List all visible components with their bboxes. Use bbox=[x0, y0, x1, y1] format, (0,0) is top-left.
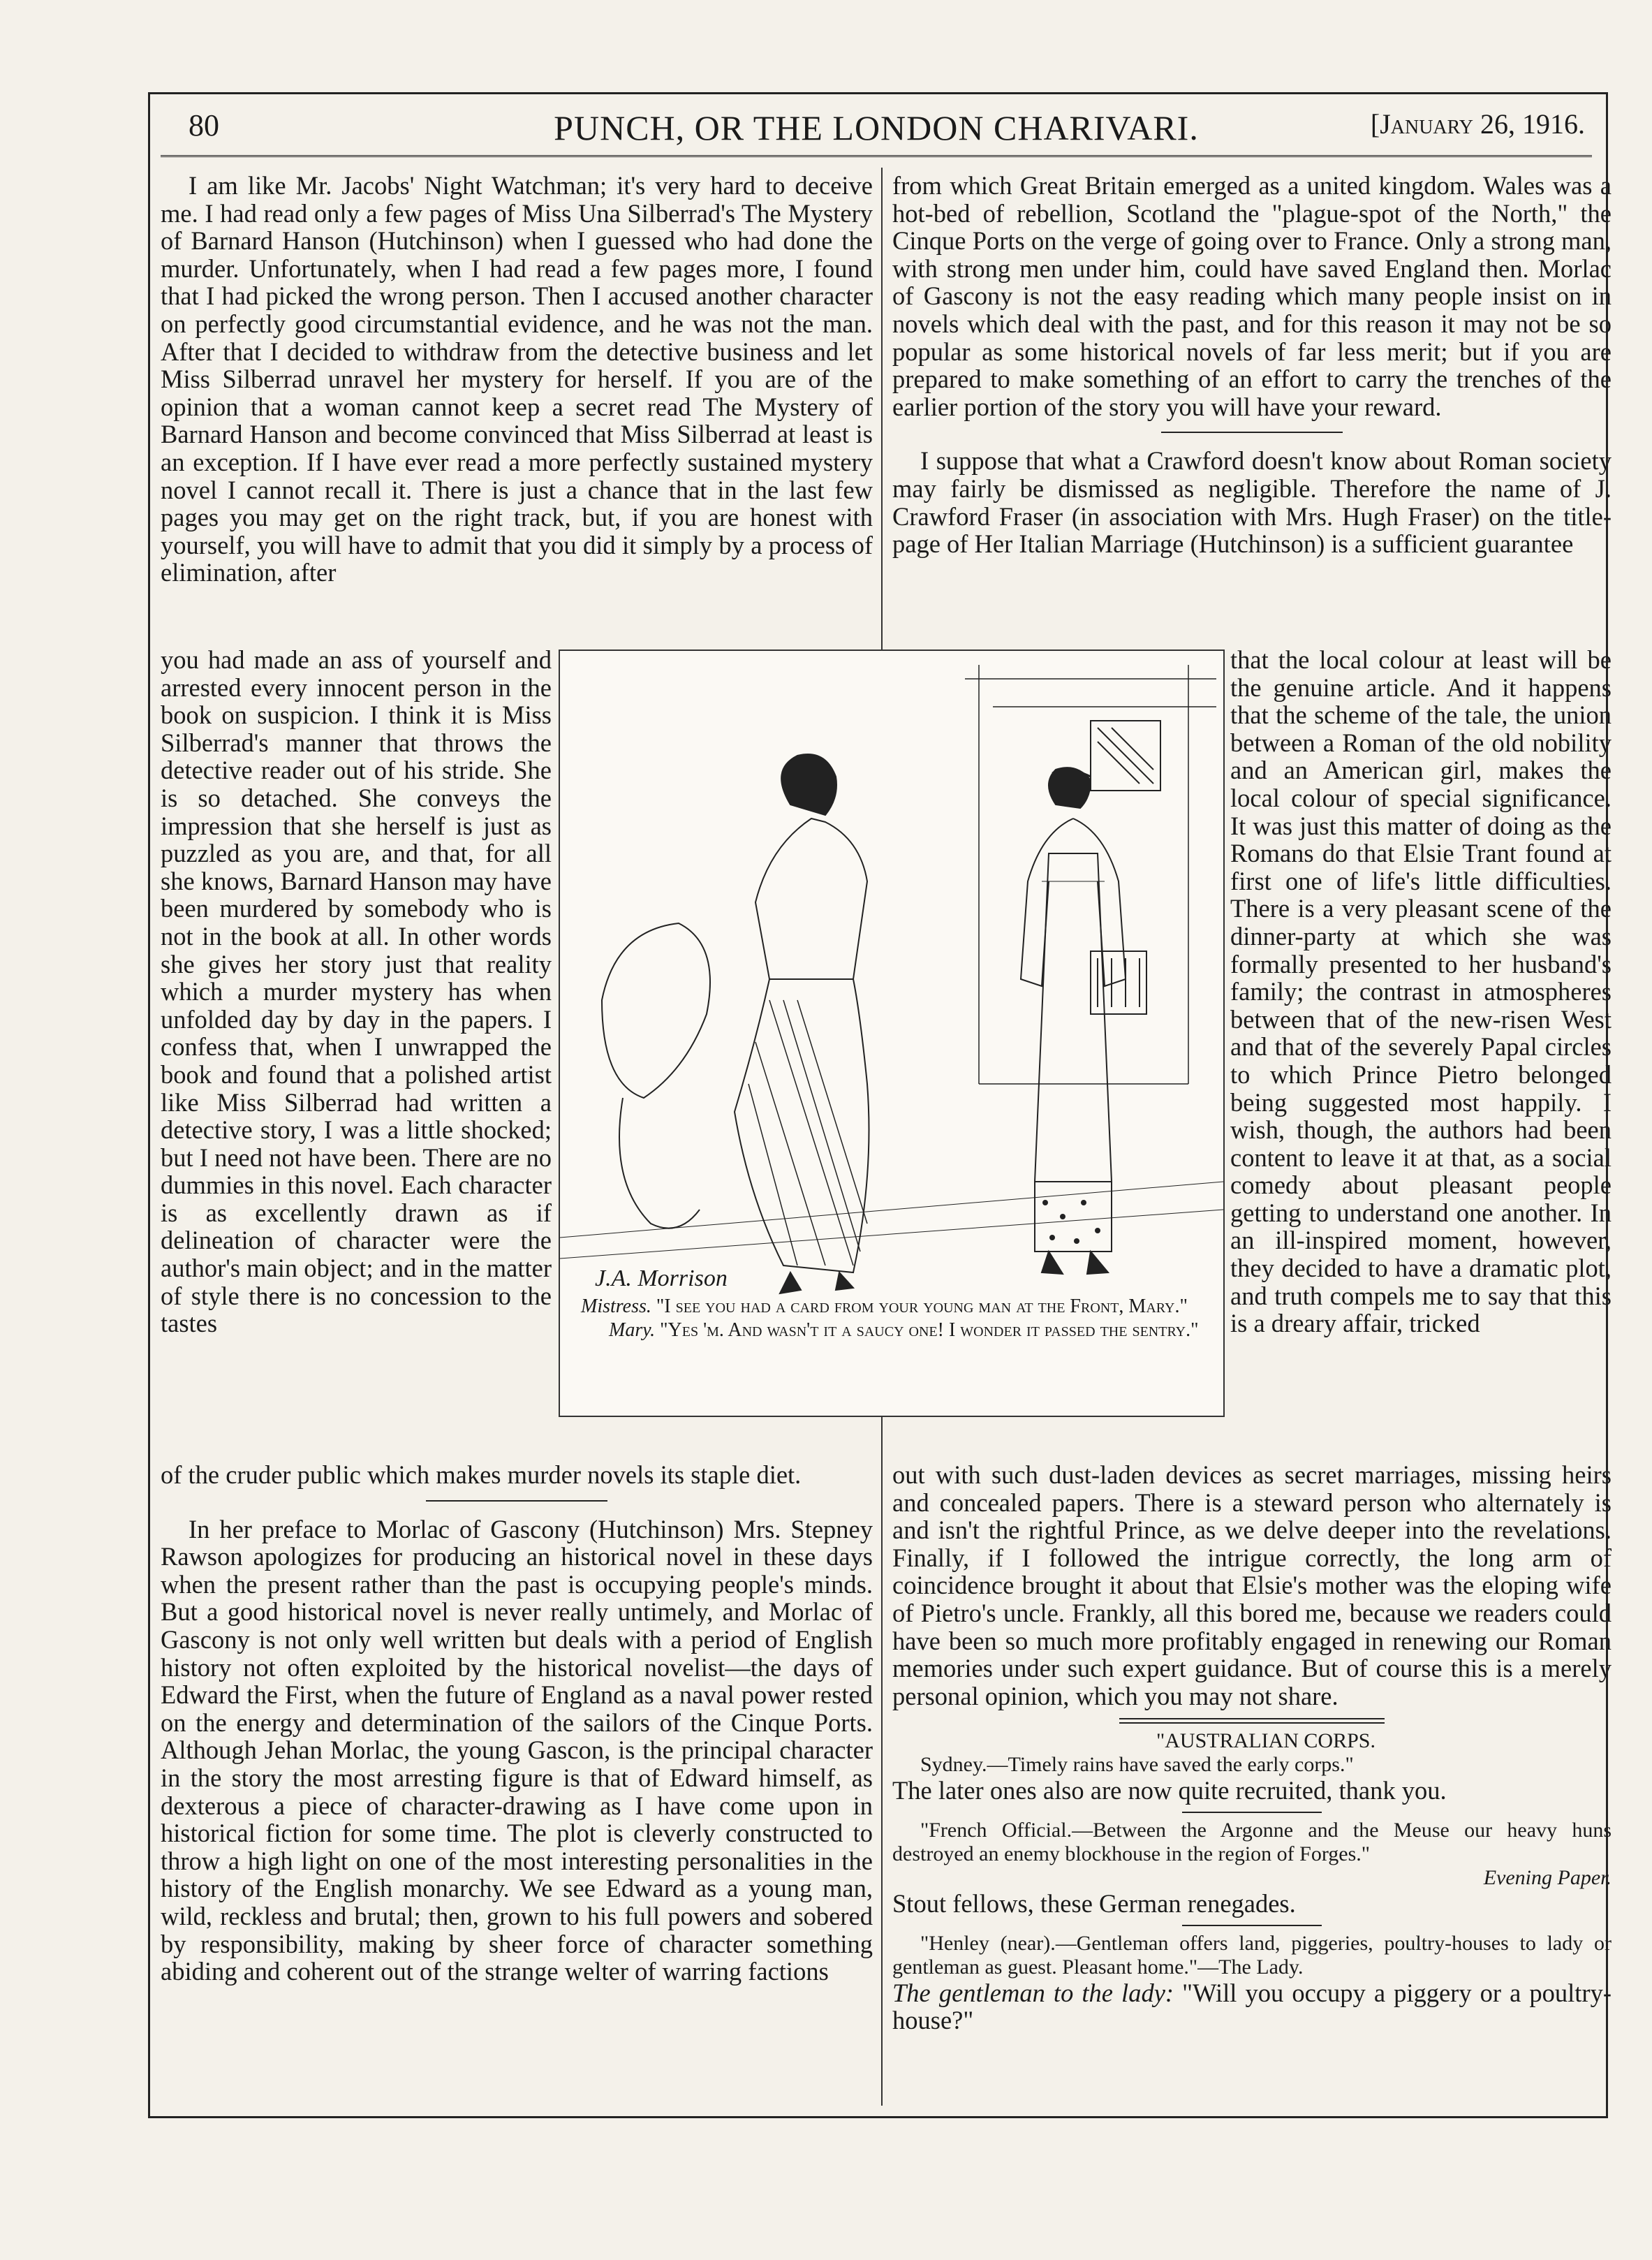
review-fraser-narrow bbox=[1230, 646, 1612, 1337]
section-separator bbox=[1161, 432, 1343, 433]
speaker-label: Mary. bbox=[609, 1319, 656, 1341]
snippet-title: "AUSTRALIAN CORPS. bbox=[1156, 1729, 1376, 1753]
snippet-quote: "Henley (near).—Gentleman offers land, piggeries, poultry-houses to lady or gentleman as guest. Pleasant home."—The Lady. bbox=[892, 1931, 1612, 1979]
section-separator bbox=[426, 1500, 607, 1502]
caption-line: "I see you had a card from your young man at the Front, Mary." bbox=[656, 1296, 1188, 1317]
review-column-left-bottom bbox=[161, 1461, 873, 1986]
double-separator bbox=[1119, 1718, 1385, 1724]
paragraph: In her preface to Morlac of Gascony (Hutchinson) Mrs. Stepney Rawson apologizes for producing an historical novel in these days when the present rather than the past is occupying people's minds. But a good historical novel is never really untimely, and Morlac of Gascony is not only well written but deals with a period of English history not often exploited by the historical novelist—the days of Edward the First, when the future of England as a naval power rested on the energy and determination of the sailors of the Cinque Ports. Although Jehan Morlac, the young Gascon, is the principal character in the story the most arresting figure is that of Edward himself, as dexterous a piece of character-drawing as I have come upon in historical fiction for some time. The plot is cleverly constructed to throw a high light on one of the most interesting personalities in the history of the English monarchy. We see Edward as a young man, wild, reckless and brutal; then, grown to his full powers and sobered by responsibility, making by sheer force of character something abiding and coherent out of the strange welter of warring factions bbox=[161, 1514, 873, 1986]
issue-date: [January 26, 1916. bbox=[1370, 108, 1585, 140]
page-number: 80 bbox=[189, 108, 219, 142]
snippet-comment: The later ones also are now quite recruited, thank you. bbox=[892, 1776, 1447, 1805]
comment-lead: The gentleman to the lady: bbox=[892, 1978, 1174, 2007]
masthead-title: PUNCH, OR THE LONDON CHARIVARI. bbox=[554, 108, 1199, 147]
review-column-right-bottom bbox=[892, 1461, 1612, 2034]
paragraph: I am like Mr. Jacobs' Night Watchman; it's very hard to deceive me. I had read only a few pages of Miss Una Silberrad's The Mystery of Barnard Hanson (Hutchinson) when I guessed who had done the murder. Unfortunately, when I had read a few pages more, I found that I had picked the wrong person. Then I accused another character on perfectly good circumstantial evidence, and he was not the man. After that I decided to withdraw from the detective business and let Miss Silberrad unravel her mystery for herself. If you are of the opinion that a woman cannot keep a secret read The Mystery of Barnard Hanson and become convinced that Miss Silberrad at least is an exception. If I have ever read a more perfectly sustained mystery novel I cannot recall it. There is just a chance that in the last few pages you may get on the right track, but, if you are honest with yourself, you will have to admit that you did it simply by a process of elimination, after bbox=[161, 171, 873, 587]
paragraph: I suppose that what a Crawford doesn't know about Roman society may fairly be dismissed as negligible. Therefore the name of J. Crawford Fraser (in association with Mrs. Hugh Fraser) on the title-page of Her Italian Marriage (Hutchinson) is a sufficient guarantee bbox=[892, 446, 1612, 559]
paragraph: from which Great Britain emerged as a united kingdom. Wales was a hot-bed of rebellion, Scotland the "plague-spot of the North," the Cinque Ports on the verge of going over to France. Only a strong man, with strong men under him, could have saved England then. Morlac of Gascony is not the easy reading which many people insist on in novels which deal with the past, and for this reason it may not be so popular as some historical novels of far less merit; but if you are prepared to make something of an effort to carry the trenches of the earlier portion of the story you will have your reward. bbox=[892, 171, 1612, 421]
section-separator bbox=[1182, 1925, 1322, 1926]
cartoon-illustration bbox=[559, 650, 1225, 1417]
speaker-label: Mistress. bbox=[581, 1296, 651, 1317]
artist-signature: J.A. Morrison bbox=[595, 1265, 728, 1291]
header-rule bbox=[161, 155, 1592, 157]
review-column-right-top bbox=[892, 172, 1612, 558]
snippet-quote: "French Official.—Between the Argonne and the Meuse our heavy huns destroyed an enemy blockhouse in the region of Forges." bbox=[892, 1818, 1612, 1865]
snippet-comment: Stout fellows, these German renegades. bbox=[892, 1888, 1296, 1918]
paragraph: of the cruder public which makes murder novels its staple diet. bbox=[161, 1460, 802, 1489]
caption-line: "Yes 'm. And wasn't it a saucy one! I wonder it passed the sentry." bbox=[660, 1319, 1199, 1341]
review-silberrad-start bbox=[161, 172, 873, 587]
comment-text: "Will you occupy a piggery or a poultry-house?" bbox=[892, 1978, 1612, 2035]
paragraph: you had made an ass of yourself and arrested every innocent person in the book on suspicion. I think it is Miss Silberrad's manner that throws the detective reader out of his stride. She is so detached. She conveys the impression that she herself is just as puzzled as you are, and that, for all she knows, Barnard Hanson may have been murdered by somebody who is not in the book at all. In other words she gives her story just that reality which a murder mystery has when unfolded day by day in the papers. I confess that, when I unwrapped the book and found that a polished artist like Miss Silberrad had written a detective story, I was a little shocked; but I need not have been. There are no dummies in this novel. Each character is as excellently drawn as if delineation of character were the author's main object; and in the matter of style there is no concession to the tastes bbox=[161, 645, 552, 1338]
snippet-quote: Sydney.—Timely rains have saved the early corps." bbox=[920, 1753, 1354, 1777]
snippet-source: Evening Paper. bbox=[1483, 1865, 1612, 1889]
paragraph: out with such dust-laden devices as secret marriages, missing heirs and concealed papers. There is a steward person who alternately is and isn't the rightful Prince, as we delve deeper into the revelations. Finally, if I followed the intrigue correctly, the long arm of coincidence brought it about that Elsie's mother was the eloping wife of Pietro's uncle. Frankly, all this bored me, because we readers could have been so much more profitably engaged in renewing our Roman memories under such expert guidance. But of course this is a merely personal opinion, which you may not share. bbox=[892, 1460, 1612, 1710]
snippet-comment bbox=[892, 1979, 1612, 2034]
page-header bbox=[161, 103, 1592, 152]
cartoon-caption bbox=[581, 1295, 1202, 1342]
section-separator bbox=[1182, 1812, 1322, 1813]
review-silberrad-narrow bbox=[161, 646, 552, 1337]
paragraph: that the local colour at least will be the genuine article. And it happens that the scheme of the tale, the union between a Roman of the old nobility and an American girl, makes the local colour of special significance. It was just this matter of doing as the Romans do that Elsie Trant found at first one of life's little difficulties. There is a very pleasant scene of the dinner-party at which she was formally presented to her husband's family; the contrast in atmospheres between that of the new-risen West and that of the severely Papal circles to which Prince Pietro belonged being suggested most happily. I wish, though, the authors had been content to leave it at that, as a social comedy about pleasant people getting to understand one another. In an ill-inspired moment, however, they decided to have a dramatic plot, and truth compels me to say that this is a dreary affair, tricked bbox=[1230, 645, 1612, 1338]
